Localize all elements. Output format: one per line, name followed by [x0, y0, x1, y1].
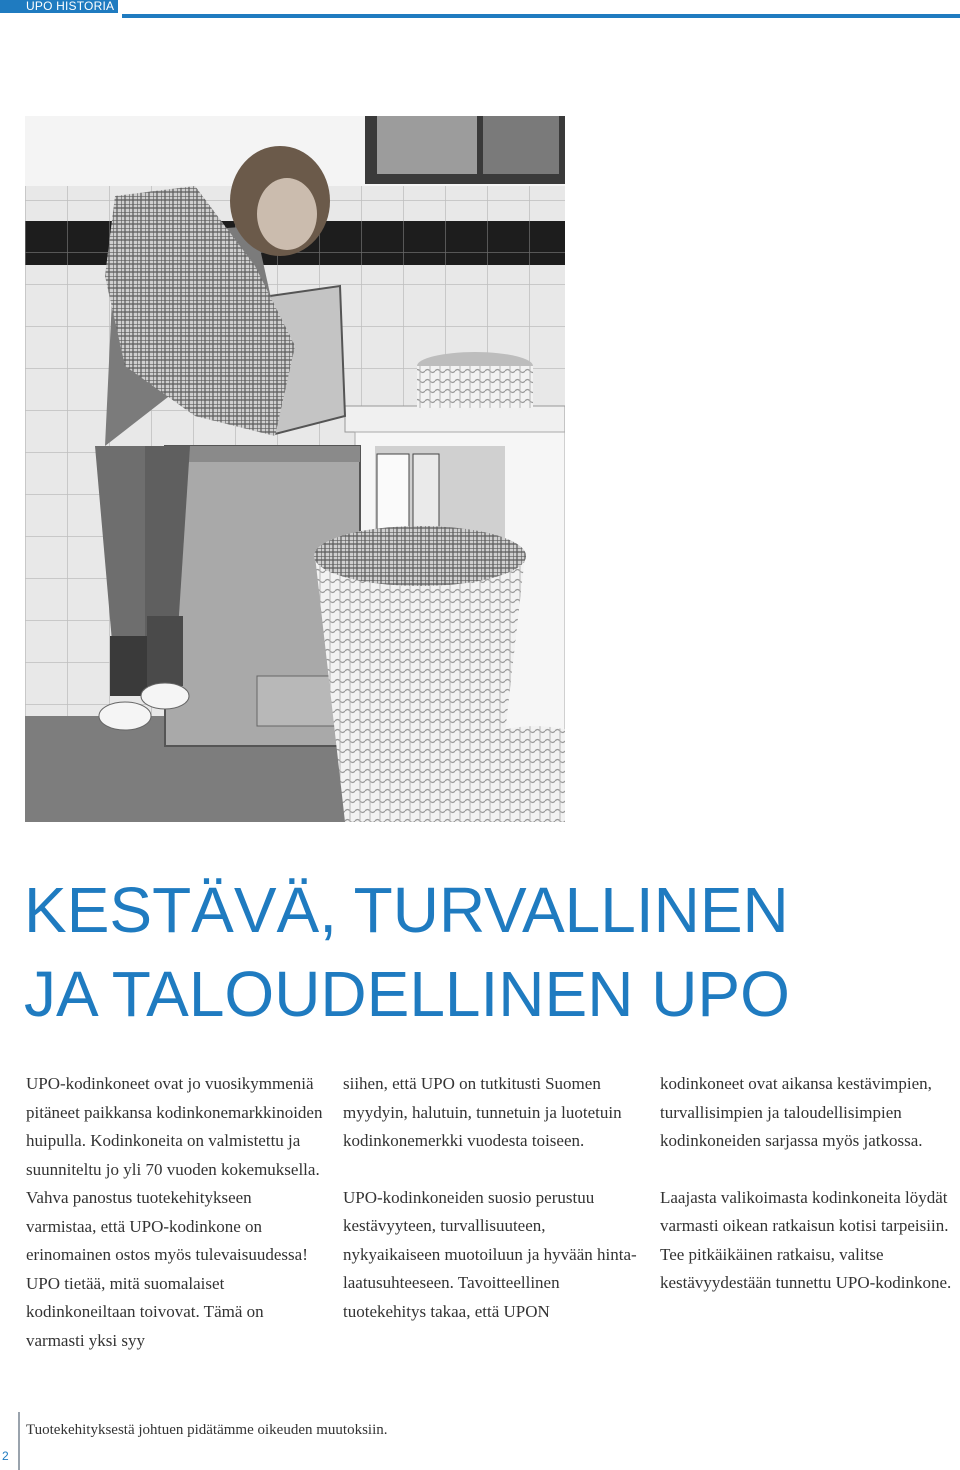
body-paragraph: kodinkoneet ovat aikansa kestävimpien, turvallisimpien ja taloudellisimpien kodinkoneiden sarjassa myös jatkossa. — [660, 1074, 932, 1150]
headline — [24, 868, 924, 1036]
body-paragraph: UPO-kodinkoneiden suosio perustuu kestävyyteen, turvallisuuteen, nykyaikaiseen muotoiluun ja hyvään hinta-laatusuhteeseen. Tavoitteellinen tuotekehitys takaa, että UPON — [343, 1187, 637, 1321]
page-number: 2 — [2, 1449, 9, 1463]
laundry-photo — [25, 116, 565, 822]
body-paragraph: UPO-kodinkoneet ovat jo vuosikymmeniä pitäneet paikkansa kodinkonemarkkinoiden huipulla. Kodinkoneita on valmistettu ja suunniteltu jo yli 70 vuoden kokemuksella. Vahva panostus tuotekehitykseen varmistaa, että UPO-kodinkone on erinomainen ostos myös tulevaisuudessa! UPO tietää, mitä suomalaiset kodinkoneiltaan toivovat. Tämä on varmasti yksi syy — [26, 1074, 323, 1350]
text-column-3 — [660, 1070, 960, 1326]
laundry-photo-illustration — [25, 116, 565, 822]
header-rule — [122, 14, 960, 18]
body-paragraph: Laajasta valikoimasta kodinkoneita löydät varmasti oikean ratkaisun kotisi tarpeisiin. Tee pitkäikäinen ratkaisu, valitse kestävyydestään tunnettu UPO-kodinkone. — [660, 1187, 952, 1292]
headline-line-2: JA TALOUDELLINEN UPO — [24, 958, 790, 1030]
text-column-1 — [26, 1070, 326, 1383]
footer-rule — [18, 1412, 20, 1470]
section-label: UPO HISTORIA — [0, 0, 118, 13]
page-header — [0, 0, 960, 22]
footnote: Tuotekehityksestä johtuen pidätämme oikeuden muutoksiin. — [26, 1422, 388, 1438]
body-paragraph: siihen, että UPO on tutkitusti Suomen myydyin, halutuin, tunnetuin ja luotetuin kodinkonemerkki vuodesta toiseen. — [343, 1074, 622, 1150]
headline-line-1: KESTÄVÄ, TURVALLINEN — [24, 874, 789, 946]
text-column-2 — [343, 1070, 643, 1354]
